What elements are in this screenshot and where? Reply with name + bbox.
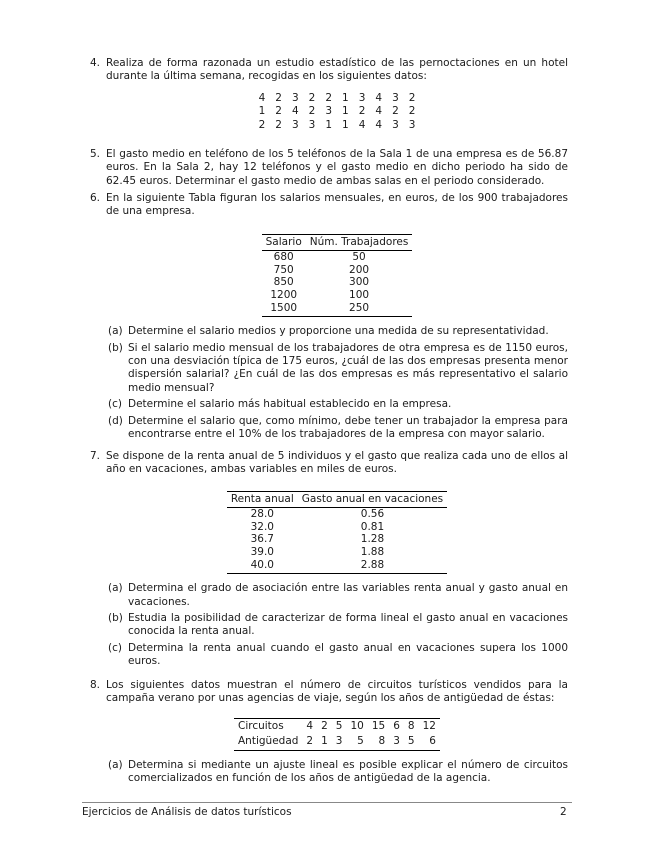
grid-cell: 3 bbox=[358, 91, 366, 104]
grid-cell: 2 bbox=[275, 105, 282, 118]
table-header-row bbox=[227, 491, 447, 507]
grid-cell: 3 bbox=[325, 105, 332, 118]
table-row bbox=[262, 289, 413, 302]
row-header: Antigüedad bbox=[238, 735, 299, 748]
table-cell: 1500 bbox=[262, 302, 306, 317]
table-header-row bbox=[262, 234, 413, 250]
table-cell: 6 bbox=[393, 719, 400, 732]
table-cell: 50 bbox=[352, 251, 366, 264]
grid-cell: 3 bbox=[392, 91, 399, 104]
grid-cell: 3 bbox=[408, 118, 416, 131]
data-grid bbox=[254, 92, 421, 132]
table-cell: 8 bbox=[378, 735, 386, 748]
table-row bbox=[234, 718, 440, 734]
grid-cell: 2 bbox=[258, 118, 266, 131]
table-cell: 4 bbox=[306, 719, 314, 732]
table-cell: 15 bbox=[371, 719, 386, 732]
grid-cell: 4 bbox=[258, 91, 266, 104]
grid-cell: 2 bbox=[275, 118, 282, 131]
table-row bbox=[227, 559, 447, 574]
sub-question-text: Determine el salario que, como mínimo, debe tener un trabajador la empresa para encontrarse entre el 10% de los trabajadores de la empresa con mayor salario. bbox=[128, 414, 568, 441]
grid-cell: 3 bbox=[291, 91, 299, 104]
grid-cell: 4 bbox=[358, 118, 366, 131]
table-cell: 0.56 bbox=[360, 508, 385, 521]
table-cell: 36.7 bbox=[250, 533, 274, 546]
sub-question bbox=[106, 415, 568, 442]
table-row bbox=[262, 302, 413, 317]
sub-question bbox=[106, 582, 568, 609]
table-cell: 12 bbox=[422, 719, 436, 732]
grid-cell: 1 bbox=[258, 105, 266, 118]
table-cell: 8 bbox=[407, 719, 415, 732]
sub-question-label: (b) bbox=[108, 612, 123, 624]
grid-cell: 1 bbox=[325, 118, 332, 131]
grid-cell: 2 bbox=[408, 91, 416, 104]
table-row bbox=[227, 521, 447, 534]
income-table bbox=[227, 491, 447, 574]
footer-title: Ejercicios de Análisis de datos turísticos bbox=[82, 806, 292, 818]
table-cell: 39.0 bbox=[250, 546, 274, 558]
table-row bbox=[262, 276, 413, 289]
sub-question bbox=[106, 759, 568, 786]
column-header: Gasto anual en vacaciones bbox=[298, 491, 447, 507]
exercise-number: 8. bbox=[90, 679, 101, 691]
table-cell: 3 bbox=[393, 735, 400, 748]
table-cell: 5 bbox=[407, 735, 415, 748]
sub-question-label: (a) bbox=[108, 325, 123, 338]
grid-row bbox=[254, 92, 421, 105]
table-cell: 2.88 bbox=[298, 559, 447, 574]
table-cell: 1.88 bbox=[360, 546, 385, 558]
exercise-7 bbox=[90, 450, 568, 669]
grid-cell: 4 bbox=[291, 105, 299, 118]
table-cell: 2 bbox=[306, 735, 314, 748]
table-cell: 10 bbox=[350, 719, 364, 732]
grid-cell: 2 bbox=[408, 105, 416, 118]
grid-cell: 2 bbox=[358, 105, 366, 118]
exercise-number: 5. bbox=[90, 148, 101, 160]
sub-question-text: Determina el grado de asociación entre las variables renta anual y gasto anual en vacaciones. bbox=[128, 582, 568, 608]
grid-row bbox=[254, 105, 421, 118]
table-cell: 32.0 bbox=[250, 520, 274, 533]
sub-question-text: Determina si mediante un ajuste lineal es posible explicar el número de circuitos comercializados en función de los años de antigüedad de la agencia. bbox=[128, 758, 568, 785]
exercise-number: 6. bbox=[90, 192, 101, 204]
grid-cell: 4 bbox=[375, 105, 383, 118]
table-cell: 750 bbox=[273, 263, 294, 276]
table-row bbox=[227, 508, 447, 521]
sub-question bbox=[106, 642, 568, 669]
exercise-number: 7. bbox=[90, 450, 101, 462]
grid-cell: 3 bbox=[392, 118, 399, 131]
grid-cell: 1 bbox=[342, 105, 349, 118]
exercise-text: El gasto medio en teléfono de los 5 teléfonos de la Sala 1 de una empresa es de 56.87 euros. En la Sala 2, hay 12 teléfonos y el gasto medio en dicho periodo ha sido de 62.45 euros. Determinar el gasto medio de ambas salas en el periodo considerado. bbox=[106, 148, 568, 187]
exercise-5 bbox=[90, 148, 568, 188]
table-cell: 200 bbox=[349, 263, 370, 276]
sub-question-label: (c) bbox=[108, 398, 122, 411]
row-header: Circuitos bbox=[238, 719, 284, 732]
sub-question-text: Si el salario medio mensual de los trabajadores de otra empresa es de 1150 euros, con una desviación típica de 175 euros, ¿cuál de las dos empresas presenta menor dispersión salarial? ¿En cuál de las dos empresas es más representativo el salario medio mensual? bbox=[128, 341, 568, 394]
exercise-text: Los siguientes datos muestran el número de circuitos turísticos vendidos para la campaña verano por unas agencias de viaje, según los años de antigüedad de éstas: bbox=[106, 679, 568, 705]
sub-question bbox=[106, 342, 568, 396]
column-header: Salario bbox=[262, 234, 306, 250]
sub-question-label: (a) bbox=[108, 582, 123, 595]
grid-cell: 1 bbox=[342, 91, 349, 104]
exercise-text: Se dispone de la renta anual de 5 individuos y el gasto que realiza cada uno de ellos al año en vacaciones, ambas variables en miles de euros. bbox=[106, 450, 568, 476]
sub-question-label: (c) bbox=[108, 641, 122, 654]
table-cell: 5 bbox=[335, 719, 343, 732]
grid-cell: 4 bbox=[375, 91, 383, 104]
table-cell: 5 bbox=[357, 735, 364, 748]
table-cell: 1.28 bbox=[360, 533, 385, 546]
table-cell: 6 bbox=[429, 735, 436, 748]
sub-question-text: Estudia la posibilidad de caracterizar de forma lineal el gasto anual en vacaciones conocida la renta anual. bbox=[128, 612, 568, 638]
sub-question-label: (b) bbox=[108, 341, 123, 354]
grid-cell: 2 bbox=[275, 91, 282, 104]
table-cell: 1200 bbox=[270, 289, 298, 301]
grid-cell: 1 bbox=[342, 118, 349, 131]
grid-cell: 2 bbox=[325, 91, 332, 104]
table-row bbox=[227, 546, 447, 559]
table-cell: 680 bbox=[273, 251, 294, 264]
exercise-number: 4. bbox=[90, 57, 101, 69]
sub-question bbox=[106, 325, 568, 338]
grid-cell: 3 bbox=[308, 118, 316, 131]
grid-cell: 2 bbox=[308, 105, 316, 118]
sub-question-label: (d) bbox=[108, 414, 123, 427]
table-row bbox=[234, 734, 440, 750]
table-row bbox=[262, 264, 413, 277]
circuits-table bbox=[234, 718, 440, 751]
table-cell: 100 bbox=[349, 289, 370, 301]
sub-question-text: Determine el salario medios y proporcione una medida de su representatividad. bbox=[128, 325, 549, 338]
grid-row bbox=[254, 119, 421, 132]
exercise-4 bbox=[90, 57, 568, 132]
salary-table bbox=[262, 234, 413, 317]
table-cell: 28.0 bbox=[250, 508, 274, 521]
grid-cell: 2 bbox=[308, 91, 316, 104]
footer-divider bbox=[82, 802, 572, 803]
column-header: Renta anual bbox=[227, 491, 298, 507]
exercise-text: Realiza de forma razonada un estudio estadístico de las pernoctaciones en un hotel durante la última semana, recogidas en los siguientes datos: bbox=[106, 57, 568, 83]
table-cell: 3 bbox=[335, 735, 343, 748]
page-number: 2 bbox=[560, 806, 567, 818]
table-cell: 1 bbox=[321, 735, 328, 748]
table-cell: 300 bbox=[349, 276, 370, 289]
grid-cell: 4 bbox=[375, 118, 383, 131]
table-row bbox=[262, 251, 413, 264]
table-row bbox=[227, 533, 447, 546]
table-cell: 0.81 bbox=[360, 520, 385, 533]
grid-cell: 2 bbox=[392, 105, 399, 118]
table-cell: 250 bbox=[306, 302, 413, 317]
exercise-text: En la siguiente Tabla figuran los salarios mensuales, en euros, de los 900 trabajadores de una empresa. bbox=[106, 192, 568, 218]
exercise-6 bbox=[90, 192, 568, 441]
column-header: Núm. Trabajadores bbox=[306, 234, 413, 250]
sub-question bbox=[106, 398, 568, 411]
sub-question bbox=[106, 612, 568, 639]
exercise-8 bbox=[90, 679, 568, 785]
sub-question-label: (a) bbox=[108, 758, 123, 771]
table-cell: 2 bbox=[321, 719, 328, 732]
sub-question-text: Determine el salario más habitual establecido en la empresa. bbox=[128, 398, 452, 411]
sub-question-text: Determina la renta anual cuando el gasto anual en vacaciones supera los 1000 euros. bbox=[128, 641, 568, 668]
table-cell: 850 bbox=[273, 276, 294, 289]
grid-cell: 3 bbox=[291, 118, 299, 131]
table-cell: 40.0 bbox=[227, 559, 298, 574]
